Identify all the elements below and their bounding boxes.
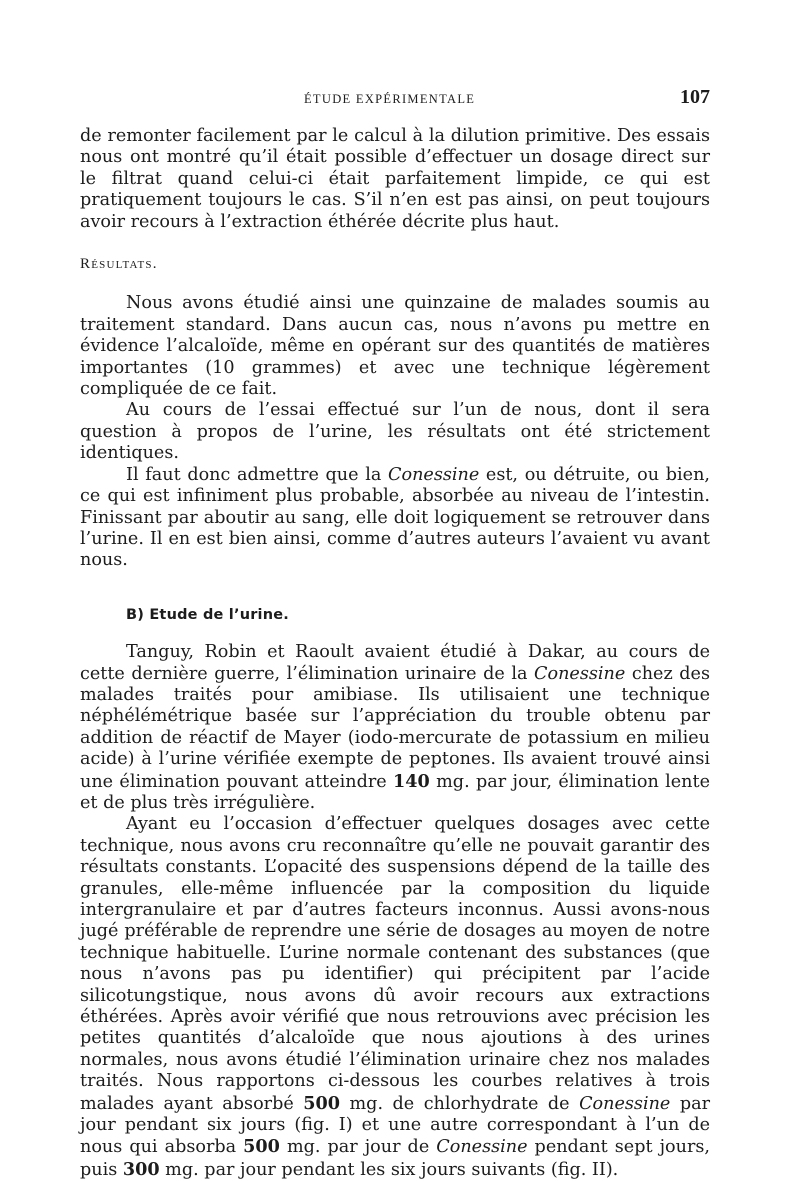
paragraph bbox=[80, 465, 710, 572]
text-run: pendant sept jours, puis bbox=[80, 1137, 710, 1180]
bold-number: 500 bbox=[303, 1092, 340, 1114]
bold-number: 140 bbox=[393, 770, 430, 792]
italic-term: Conessine bbox=[579, 1093, 671, 1114]
bold-number: 300 bbox=[122, 1158, 160, 1180]
text-run: mg. par jour, élimination lente et de plus très irrégulière. bbox=[80, 771, 710, 813]
text-run: par jour pendant six jours (fig. I) et une autre correspondant à l’un de nous qui absorba bbox=[80, 1093, 710, 1158]
section-heading: B) Etude de l’urine. bbox=[126, 606, 289, 623]
paragraph: Nous avons étudié ainsi une quinzaine de malades soumis au traitement standard. Dans aucun cas, nous n’avons pu mettre en évidence l’alcaloïde, même en opérant sur des quantités de matières importantes (10 grammes) et avec une technique légèrement compliquée de ce fait. bbox=[80, 293, 710, 400]
page-number: 107 bbox=[680, 86, 710, 108]
paragraph: de remonter facilement par le calcul à la dilution primitive. Des essais nous ont montré qu’il était possible d’effectuer un dosage direct sur le filtrat quand celui-ci était parfaitement limpide, ce qui est pratiquement toujours le cas. S’il n’en est pas ainsi, on peut toujours avoir recours à l’extraction éthérée décrite plus haut. bbox=[80, 126, 710, 232]
text-run: mg. de chlorhydrate de bbox=[340, 1093, 580, 1114]
text-run: Tanguy, Robin et Raoult avaient étudié à Dakar, au cours de cette dernière guerre, l’élimination urinaire de la bbox=[80, 642, 710, 684]
text-run: Il faut donc admettre que la bbox=[126, 464, 389, 485]
text-run: mg. par jour pendant les six jours suivants (fig. II). bbox=[159, 1159, 619, 1180]
results-heading: Résultats. bbox=[80, 256, 158, 273]
italic-term: Conessine bbox=[534, 663, 626, 684]
paragraph: Au cours de l’essai effectué sur l’un de nous, dont il sera question à propos de l’urine, les résultats ont été strictement identiques. bbox=[80, 400, 710, 464]
page-header bbox=[82, 86, 710, 112]
text-run: chez des malades traités pour amibiase. Ils utilisaient une technique néphélémétrique basée sur l’appréciation du trouble obtenu par addition de réactif de Mayer (iodo-mercurate de potassium en milieu acide) à l’urine vérifiée exempte de peptones. Ils avaient trouvé ainsi une élimination pouvant atteindre bbox=[80, 663, 710, 792]
text-run: mg. par jour de bbox=[279, 1137, 437, 1158]
paragraph bbox=[80, 814, 710, 1181]
italic-term: Conessine bbox=[436, 1137, 528, 1158]
body-text bbox=[80, 126, 710, 1181]
bold-number: 500 bbox=[243, 1136, 280, 1158]
italic-term: Conessine bbox=[388, 464, 480, 485]
text-run: est, ou détruite, ou bien, ce qui est infiniment plus probable, absorbée au niveau de l’intestin. Finissant par aboutir au sang, elle doit logiquement se retrouver dans l’urine. Il en est bien ainsi, comme d’autres auteurs l’avaient vu avant nous. bbox=[80, 464, 710, 571]
text-run: Ayant eu l’occasion d’effectuer quelques dosages avec cette technique, nous avons cru reconnaître qu’elle ne pouvait garantir des résultats constants. L’opacité des suspensions dépend de la taille des granules, elle-même influencée par la composition du liquide intergranulaire et par d’autres facteurs inconnus. Aussi avons-nous jugé préférable de reprendre une série de dosages au moyen de notre technique habituelle. L’urine normale contenant des substances (que nous n’avons pas pu identifier) qui précipitent par l’acide silicotungstique, nous avons dû avoir recours aux extractions éthérées. Après avoir vérifié que nous retrouvions avec précision les petites quantités d’alcaloïde que nous ajoutions à des urines normales, nous avons étudié l’élimination urinaire chez nos malades traités. Nous rapportons ci-dessous les courbes relatives à trois malades ayant absorbé bbox=[80, 814, 710, 1114]
paragraph bbox=[80, 642, 710, 814]
running-title: ÉTUDE EXPÉRIMENTALE bbox=[304, 92, 476, 106]
